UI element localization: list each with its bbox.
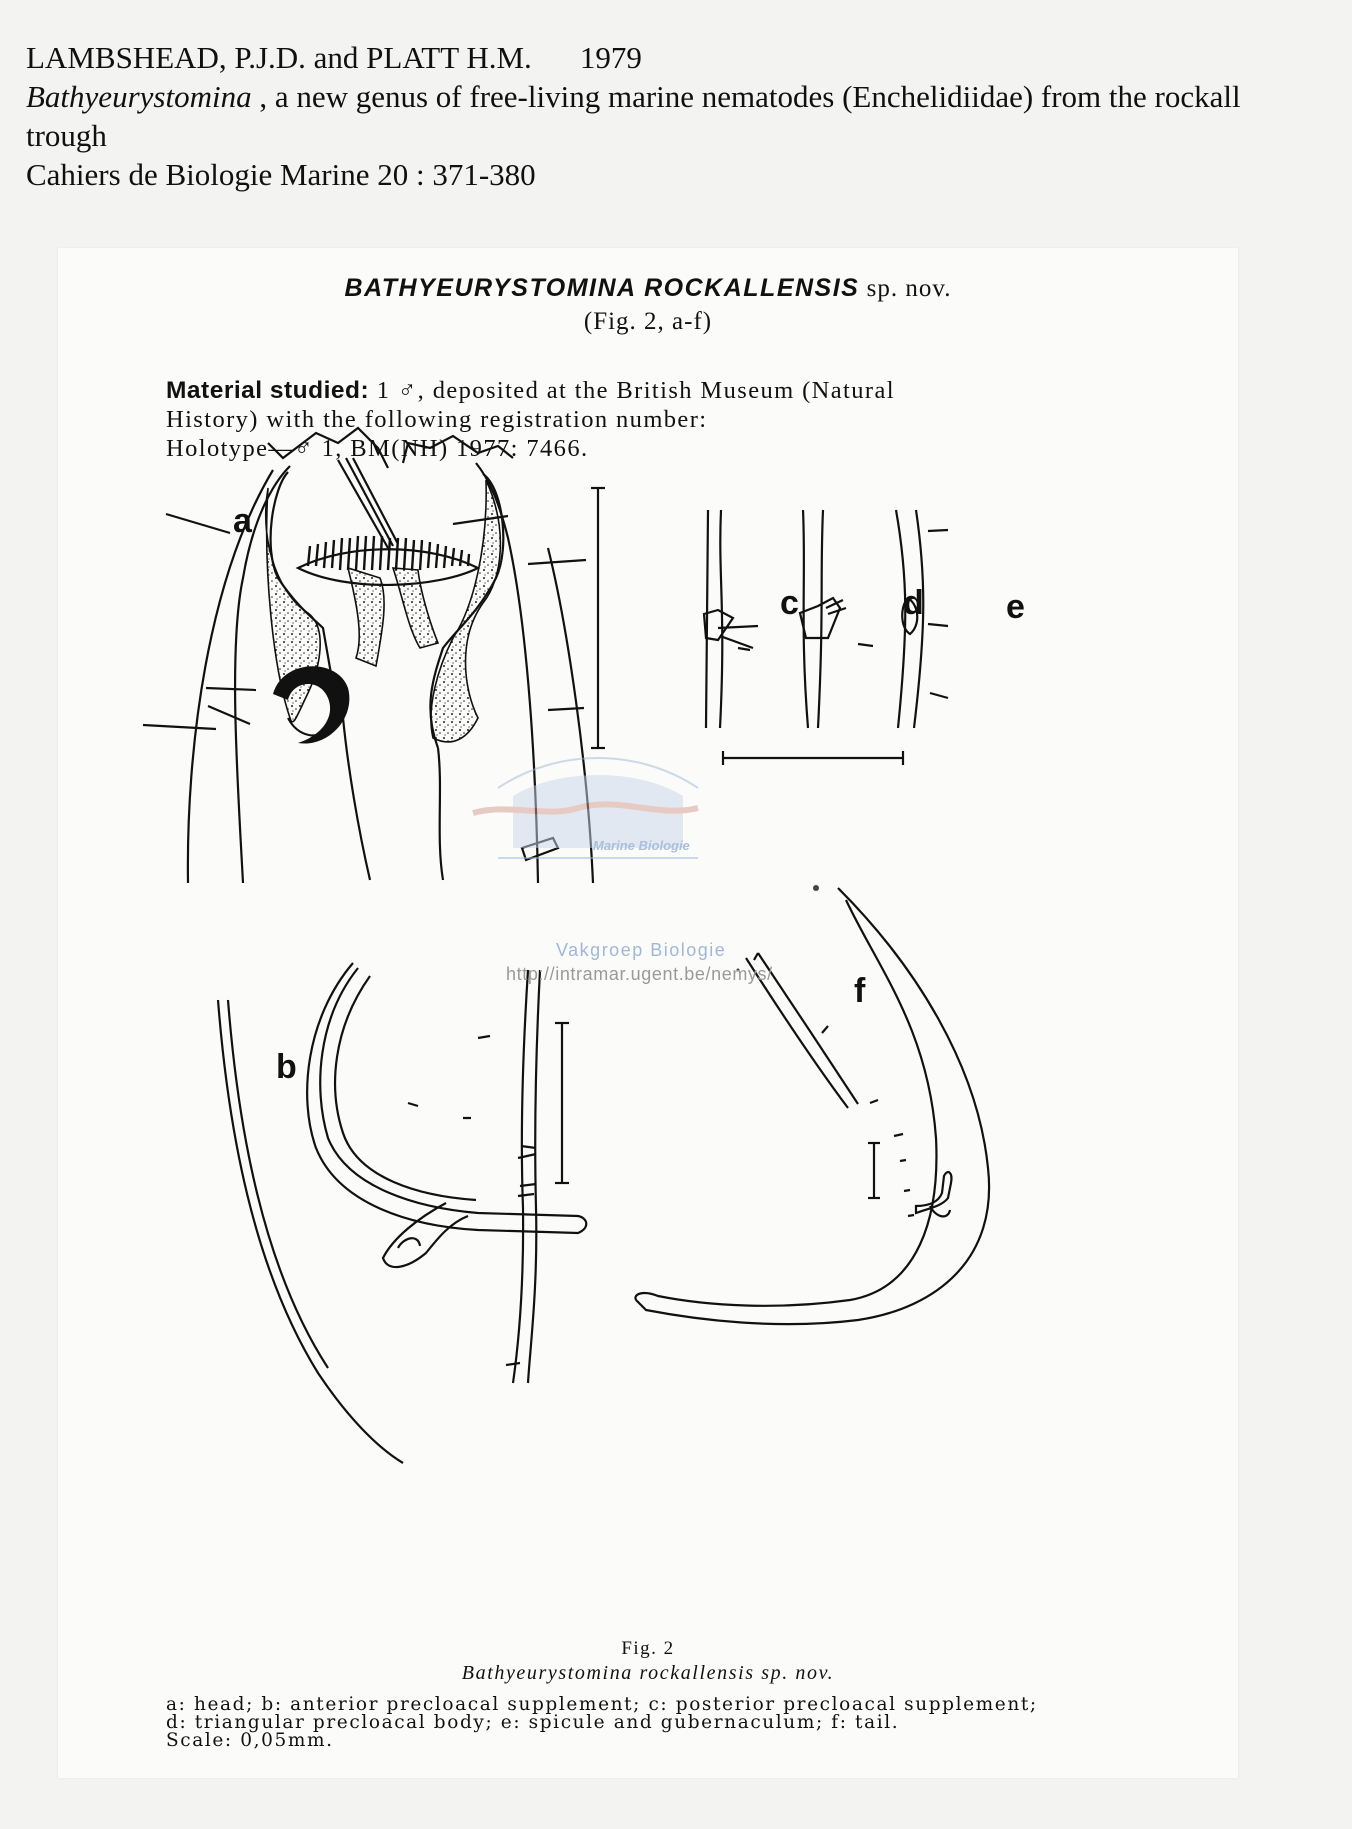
panel-label-a: a (233, 502, 252, 540)
panel-b (218, 963, 586, 1463)
panel-e (896, 510, 948, 728)
species-name: BATHYEURYSTOMINA ROCKALLENSIS (344, 274, 860, 302)
caption-number: Fig. 2 (621, 1638, 675, 1659)
panel-label-d: d (903, 584, 924, 622)
citation-title-rest: , a new genus of free-living marine nematodes (Enchelidiidae) from the rockall trough (26, 79, 1241, 153)
panel-label-b: b (276, 1048, 297, 1086)
citation-header (26, 38, 1326, 194)
watermark-url: http://intramar.ugent.be/nemys/ (506, 964, 773, 984)
panel-c (704, 510, 758, 728)
scanned-page (58, 248, 1238, 1778)
scale-bar-b (555, 1023, 569, 1183)
panel-a-stippling (266, 480, 501, 742)
caption-line-2: d: triangular precloacal body; e: spicule and gubernaculum; f: tail. (166, 1712, 900, 1733)
figure-drawing (58, 248, 1238, 1778)
citation-year: 1979 (579, 40, 642, 75)
citation-journal: Cahiers de Biologie Marine 20 : 371-380 (26, 157, 536, 192)
panel-label-e: e (1006, 588, 1025, 626)
panel-d (800, 510, 873, 728)
material-line-3: Holotype—♂ 1, BM(NH) 1977: 7466. (166, 435, 589, 462)
scale-bar-ce (723, 751, 903, 765)
citation-authors: LAMBSHEAD, P.J.D. and PLATT H.M. (26, 40, 532, 75)
scale-bar-a (591, 488, 605, 748)
caption-line-1: a: head; b: anterior precloacal supplement; c: posterior precloacal supplement; (166, 1694, 1038, 1715)
panel-a-denticles (308, 536, 469, 570)
citation-title-genus: Bathyeurystomina (26, 79, 252, 114)
material-line-2: History) with the following registration number: (166, 406, 708, 433)
caption-line-3: Scale: 0,05mm. (166, 1730, 334, 1751)
material-line-1: 1 ♂, deposited at the British Museum (Natural (376, 377, 895, 404)
figure-reference: (Fig. 2, a-f) (583, 308, 713, 335)
figure-2 (58, 248, 1238, 1778)
watermark-org: Vakgroep Biologie (556, 940, 727, 960)
caption-text (166, 1696, 1126, 1750)
scale-bar-f (868, 1143, 880, 1198)
panel-a-amphid (273, 666, 349, 743)
panel-label-f: f (854, 972, 866, 1010)
citation-authors-line (26, 38, 1326, 77)
watermark-arc-text: Marine Biologie (593, 838, 690, 853)
panel-label-c: c (780, 584, 799, 622)
citation-title (26, 77, 1326, 155)
material-label: Material studied: (166, 377, 370, 404)
species-suffix: sp. nov. (866, 275, 952, 302)
caption-title: Bathyeurystomina rockallensis sp. nov. (461, 1662, 835, 1684)
